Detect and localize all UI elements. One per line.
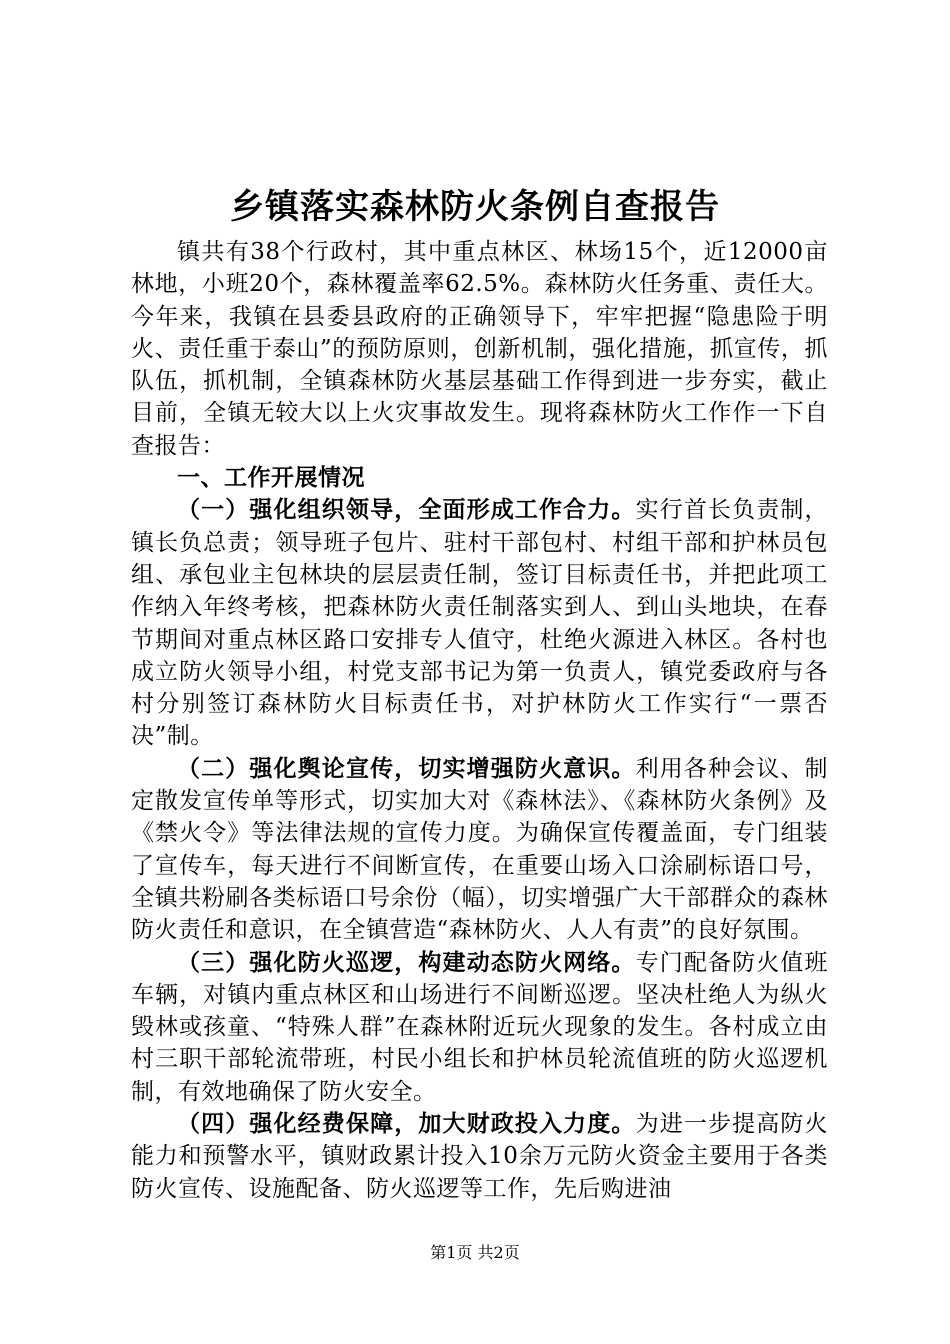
document-title: 乡镇落实森林防火条例自查报告	[230, 187, 720, 227]
section-heading: 一、工作开展情况	[177, 465, 365, 492]
paragraph-1-lead: （一）强化组织领导，全面形成工作合力。	[177, 497, 636, 524]
paragraph-1-text: 实行首长负责制，镇长负总责；领导班子包片、驻村干部包村、村组干部和护林员包组、承包业主包林块的层层责任制，签订目标责任书，并把此项工作纳入年终考核，把森林防火责任制落实到人、到山头地块，在春节期间对重点林区路口安排专人值守，杜绝火源进入林区。各村也成立防火领导小组，村党支部书记为第一负责人，镇党委政府与各村分别签订森林防火目标责任书，对护林防火工作实行“一票否决”制。	[131, 497, 829, 750]
paragraph-4	[131, 1108, 828, 1205]
paragraph-3-lead: （三）强化防火巡逻，构建动态防火网络。	[177, 949, 636, 976]
paragraph-2-text: 利用各种会议、制定散发宣传单等形式，切实加大对《森林法》、《森林防火条例》及《禁火令》等法律法规的宣传力度。为确保宣传覆盖面，专门组装了宣传车，每天进行不间断宣传，在重要山场入口涂刷标语口号，全镇共粉刷各类标语口号余份（幅），切实增强广大干部群众的森林防火责任和意识，在全镇营造“森林防火、人人有责”的良好氛围。	[131, 755, 829, 944]
paragraph-4-text: 为进一步提高防火能力和预警水平，镇财政累计投入10余万元防火资金主要用于各类防火宣传、设施配备、防火巡逻等工作，先后购进油	[131, 1111, 829, 1202]
paragraph-2	[131, 753, 828, 947]
paragraph-3	[131, 947, 828, 1108]
paragraph-4-lead: （四）强化经费保障，加大财政投入力度。	[177, 1111, 636, 1138]
document-body	[131, 236, 828, 1205]
intro-paragraph: 镇共有38个行政村，其中重点林区、林场15个，近12000亩林地，小班20个，森林覆盖率62.5%。森林防火任务重、责任大。今年来，我镇在县委县政府的正确领导下，牢牢把握“隐患险于明火、责任重于泰山”的预防原则，创新机制，强化措施，抓宣传，抓队伍，抓机制，全镇森林防火基层基础工作得到进一步夯实，截止目前，全镇无较大以上火灾事故发生。现将森林防火工作作一下自查报告：	[131, 239, 828, 459]
page-footer: 第1页 共2页	[430, 1243, 520, 1262]
paragraph-3-text: 专门配备防火值班车辆，对镇内重点林区和山场进行不间断巡逻。坚决杜绝人为纵火毁林或孩童、“特殊人群”在森林附近玩火现象的发生。各村成立由村三职干部轮流带班，村民小组长和护林员轮流值班的防火巡逻机制，有效地确保了防火安全。	[131, 949, 829, 1105]
paragraph-1	[131, 494, 828, 752]
paragraph-2-lead: （二）强化舆论宣传，切实增强防火意识。	[177, 755, 636, 782]
